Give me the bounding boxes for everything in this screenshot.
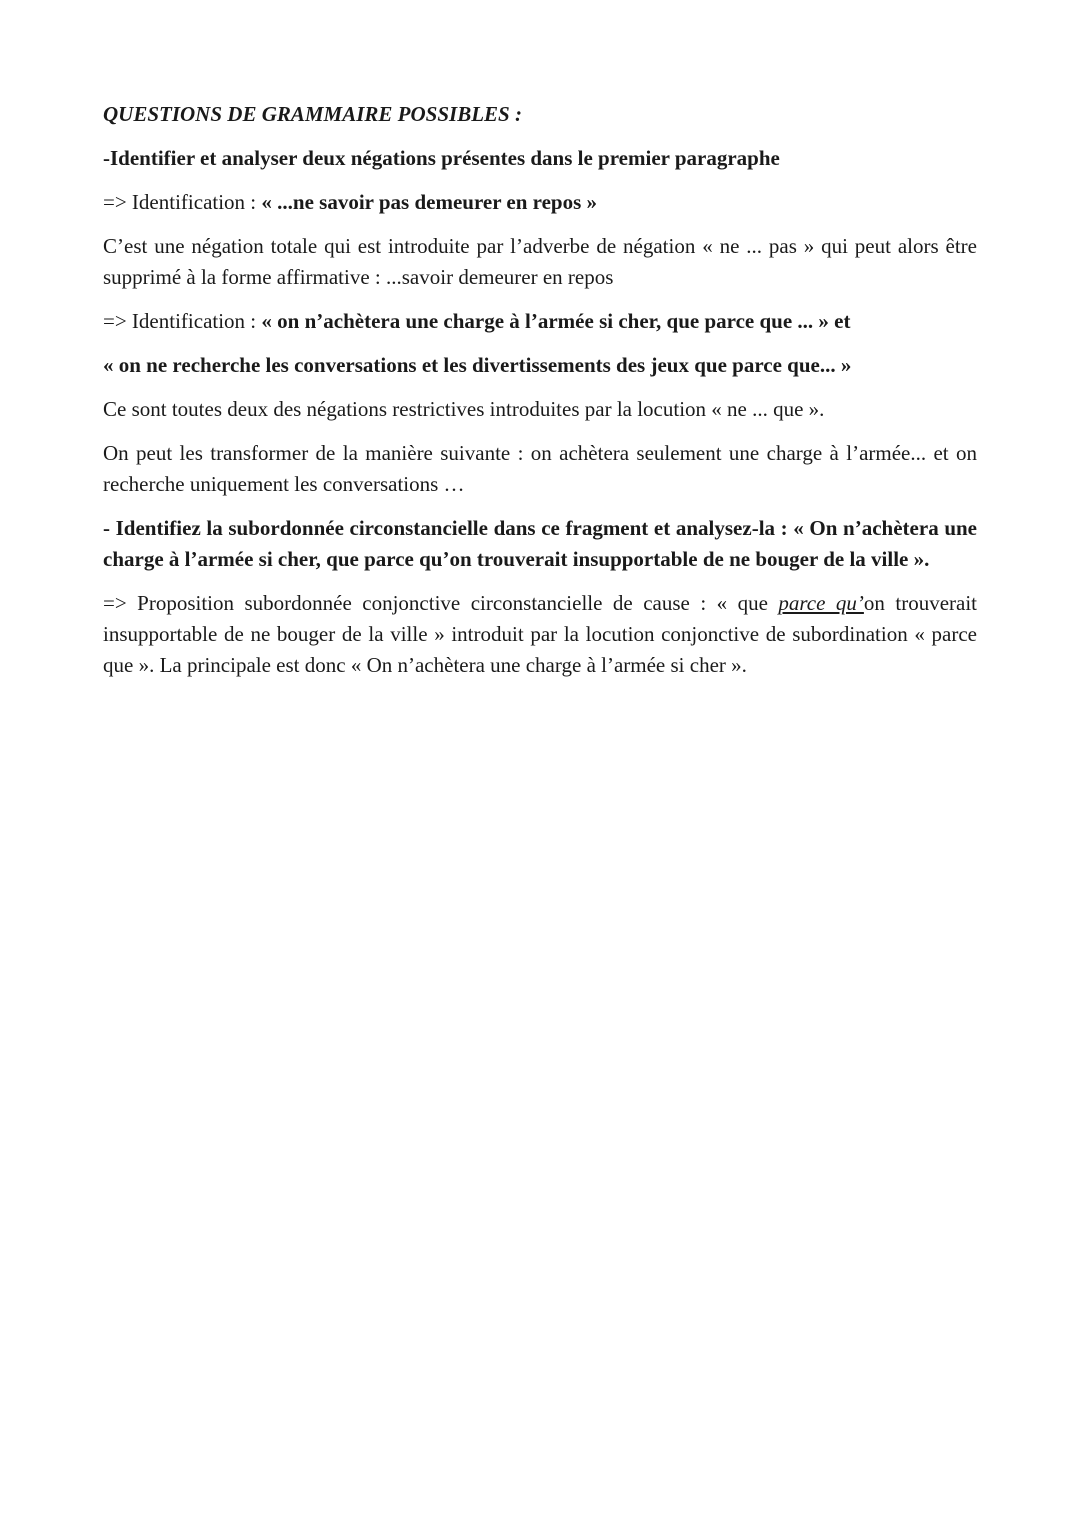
document-body xyxy=(103,99,977,694)
identification-2-prefix: => Identification : xyxy=(103,309,262,333)
transformation: On peut les transformer de la manière suivante : on achètera seulement une charge à l’armée... et on recherche uniquement les conversations … xyxy=(103,441,977,496)
identification-2 xyxy=(103,306,977,337)
identification-1-quote: « ...ne savoir pas demeurer en repos » xyxy=(261,190,598,214)
answer-2-end: on trouverait insupportable de ne bouger de la ville » introduit par la locution conjonctive de subordination « parce que ». La principale est donc « On n’achètera une charge à l’armée si cher ». xyxy=(103,591,977,677)
answer-2 xyxy=(103,588,977,681)
analysis-1: C’est une négation totale qui est introduite par l’adverbe de négation « ne ... pas » qui peut alors être supprimé à la forme affirmative : ...savoir demeurer en repos xyxy=(103,234,977,289)
analysis-2: Ce sont toutes deux des négations restrictives introduites par la locution « ne ... que ». xyxy=(103,397,825,421)
identification-2-quote: « on n’achètera une charge à l’armée si cher, que parce que ... » et xyxy=(261,309,851,333)
identification-1 xyxy=(103,187,977,218)
identification-1-prefix: => Identification : xyxy=(103,190,262,214)
page-heading: QUESTIONS DE GRAMMAIRE POSSIBLES : xyxy=(103,102,522,126)
answer-2-emphasis: parce qu’ xyxy=(778,591,864,615)
question-1-title: -Identifier et analyser deux négations présentes dans le premier paragraphe xyxy=(103,146,780,170)
identification-2-quote-b: « on ne recherche les conversations et les divertissements des jeux que parce que... » xyxy=(103,353,852,377)
answer-2-start: => Proposition subordonnée conjonctive circonstancielle de cause : « que xyxy=(103,591,779,615)
question-2-title: - Identifiez la subordonnée circonstancielle dans ce fragment et analysez-la : « On n’achètera une charge à l’armée si cher, que parce qu’on trouverait insupportable de ne bouger de la ville ». xyxy=(103,516,977,571)
